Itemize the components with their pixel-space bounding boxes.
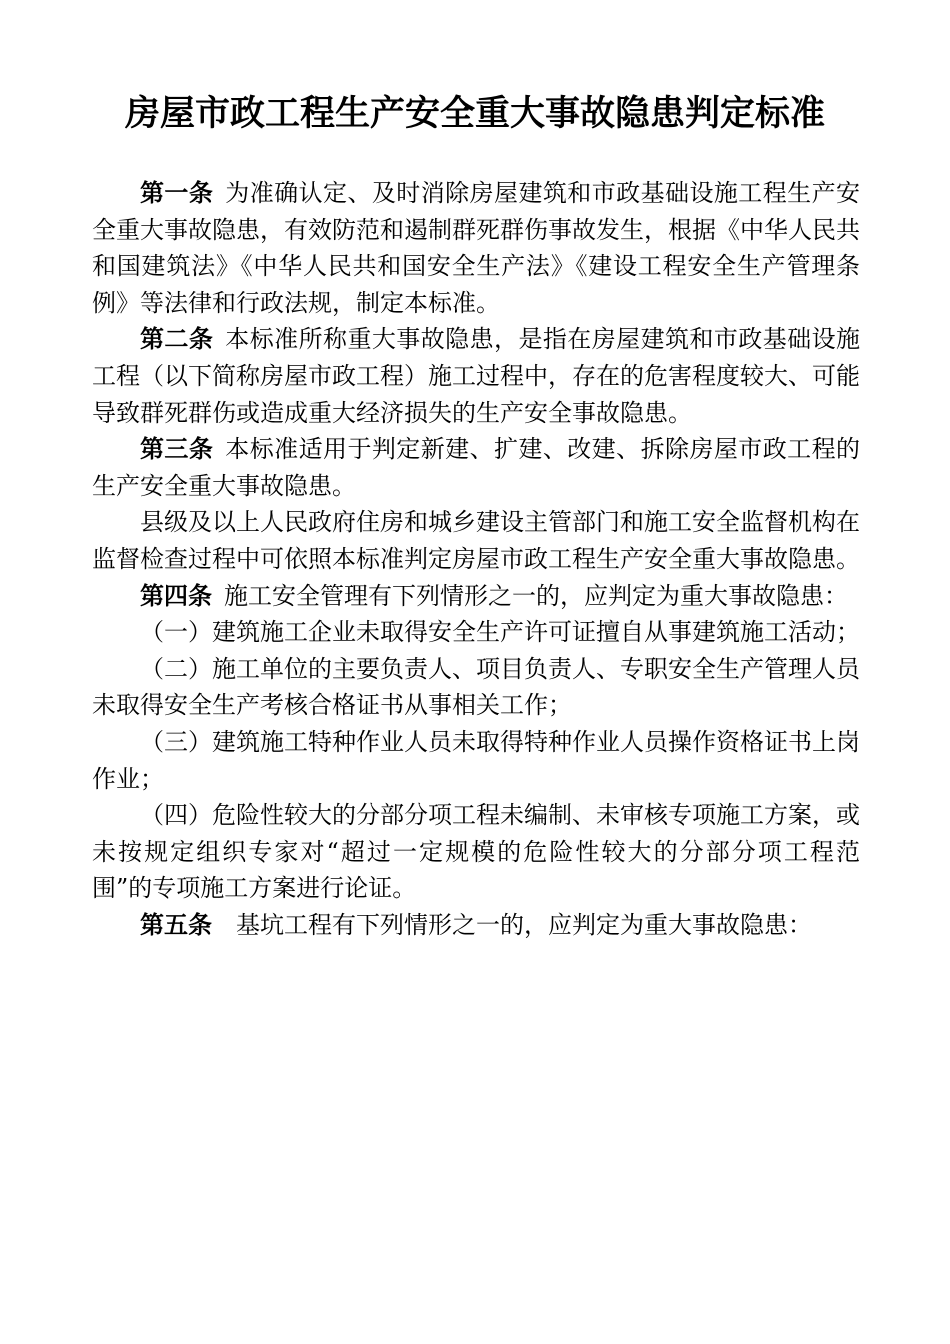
- paragraph-article-4: [92, 578, 860, 615]
- list-item-2: [92, 651, 860, 724]
- paragraph-article-1: [92, 175, 860, 321]
- list-item-4: [92, 797, 860, 907]
- document-title: 房屋市政工程生产安全重大事故隐患判定标准: [124, 94, 825, 134]
- article-label: 第五条: [140, 910, 212, 939]
- paragraph-article-3-scope: [92, 504, 860, 577]
- article-label: 第一条: [140, 179, 214, 207]
- document-body: [92, 175, 860, 943]
- paragraph-text: 为准确认定、及时消除房屋建筑和市政基础设施工程生产安全重大事故隐患，有效防范和遏制群死群伤事故发生，根据《中华人民共和国建筑法》《中华人民共和国安全生产法》《建设工程安全生产管理条例》等法律和行政法规，制定本标准。: [92, 179, 861, 317]
- paragraph-text: 本标准所称重大事故隐患，是指在房屋建筑和市政基础设施工程（以下简称房屋市政工程）施工过程中，存在的危害程度较大、可能导致群死群伤或造成重大经济损失的生产安全事故隐患。: [92, 325, 861, 427]
- paragraph-article-5: [92, 907, 860, 944]
- list-item-3: [92, 724, 860, 797]
- paragraph-text: （二）施工单位的主要负责人、项目负责人、专职安全生产管理人员未取得安全生产考核合格证书从事相关工作；: [92, 654, 860, 720]
- paragraph-text: 基坑工程有下列情形之一的，应判定为重大事故隐患：: [236, 910, 812, 939]
- article-label: 第二条: [140, 325, 214, 354]
- article-label: 第四条: [140, 581, 212, 610]
- paragraph-article-2: [92, 321, 860, 431]
- paragraph-text: 施工安全管理有下列情形之一的，应判定为重大事故隐患：: [224, 581, 848, 610]
- paragraph-text: （一）建筑施工企业未取得安全生产许可证擅自从事建筑施工活动；: [140, 618, 860, 647]
- paragraph-article-3: [92, 431, 860, 504]
- list-item-1: [92, 614, 860, 651]
- paragraph-text: （四）危险性较大的分部分项工程未编制、未审核专项施工方案，或未按规定组织专家对“超过一定规模的危险性较大的分部分项工程范围”的专项施工方案进行论证。: [92, 801, 860, 903]
- paragraph-text: 本标准适用于判定新建、扩建、改建、拆除房屋市政工程的生产安全重大事故隐患。: [92, 435, 861, 500]
- paragraph-text: 县级及以上人民政府住房和城乡建设主管部门和施工安全监督机构在监督检查过程中可依照本标准判定房屋市政工程生产安全重大事故隐患。: [92, 508, 860, 573]
- paragraph-text: （三）建筑施工特种作业人员未取得特种作业人员操作资格证书上岗作业；: [92, 727, 860, 793]
- article-label: 第三条: [140, 435, 214, 464]
